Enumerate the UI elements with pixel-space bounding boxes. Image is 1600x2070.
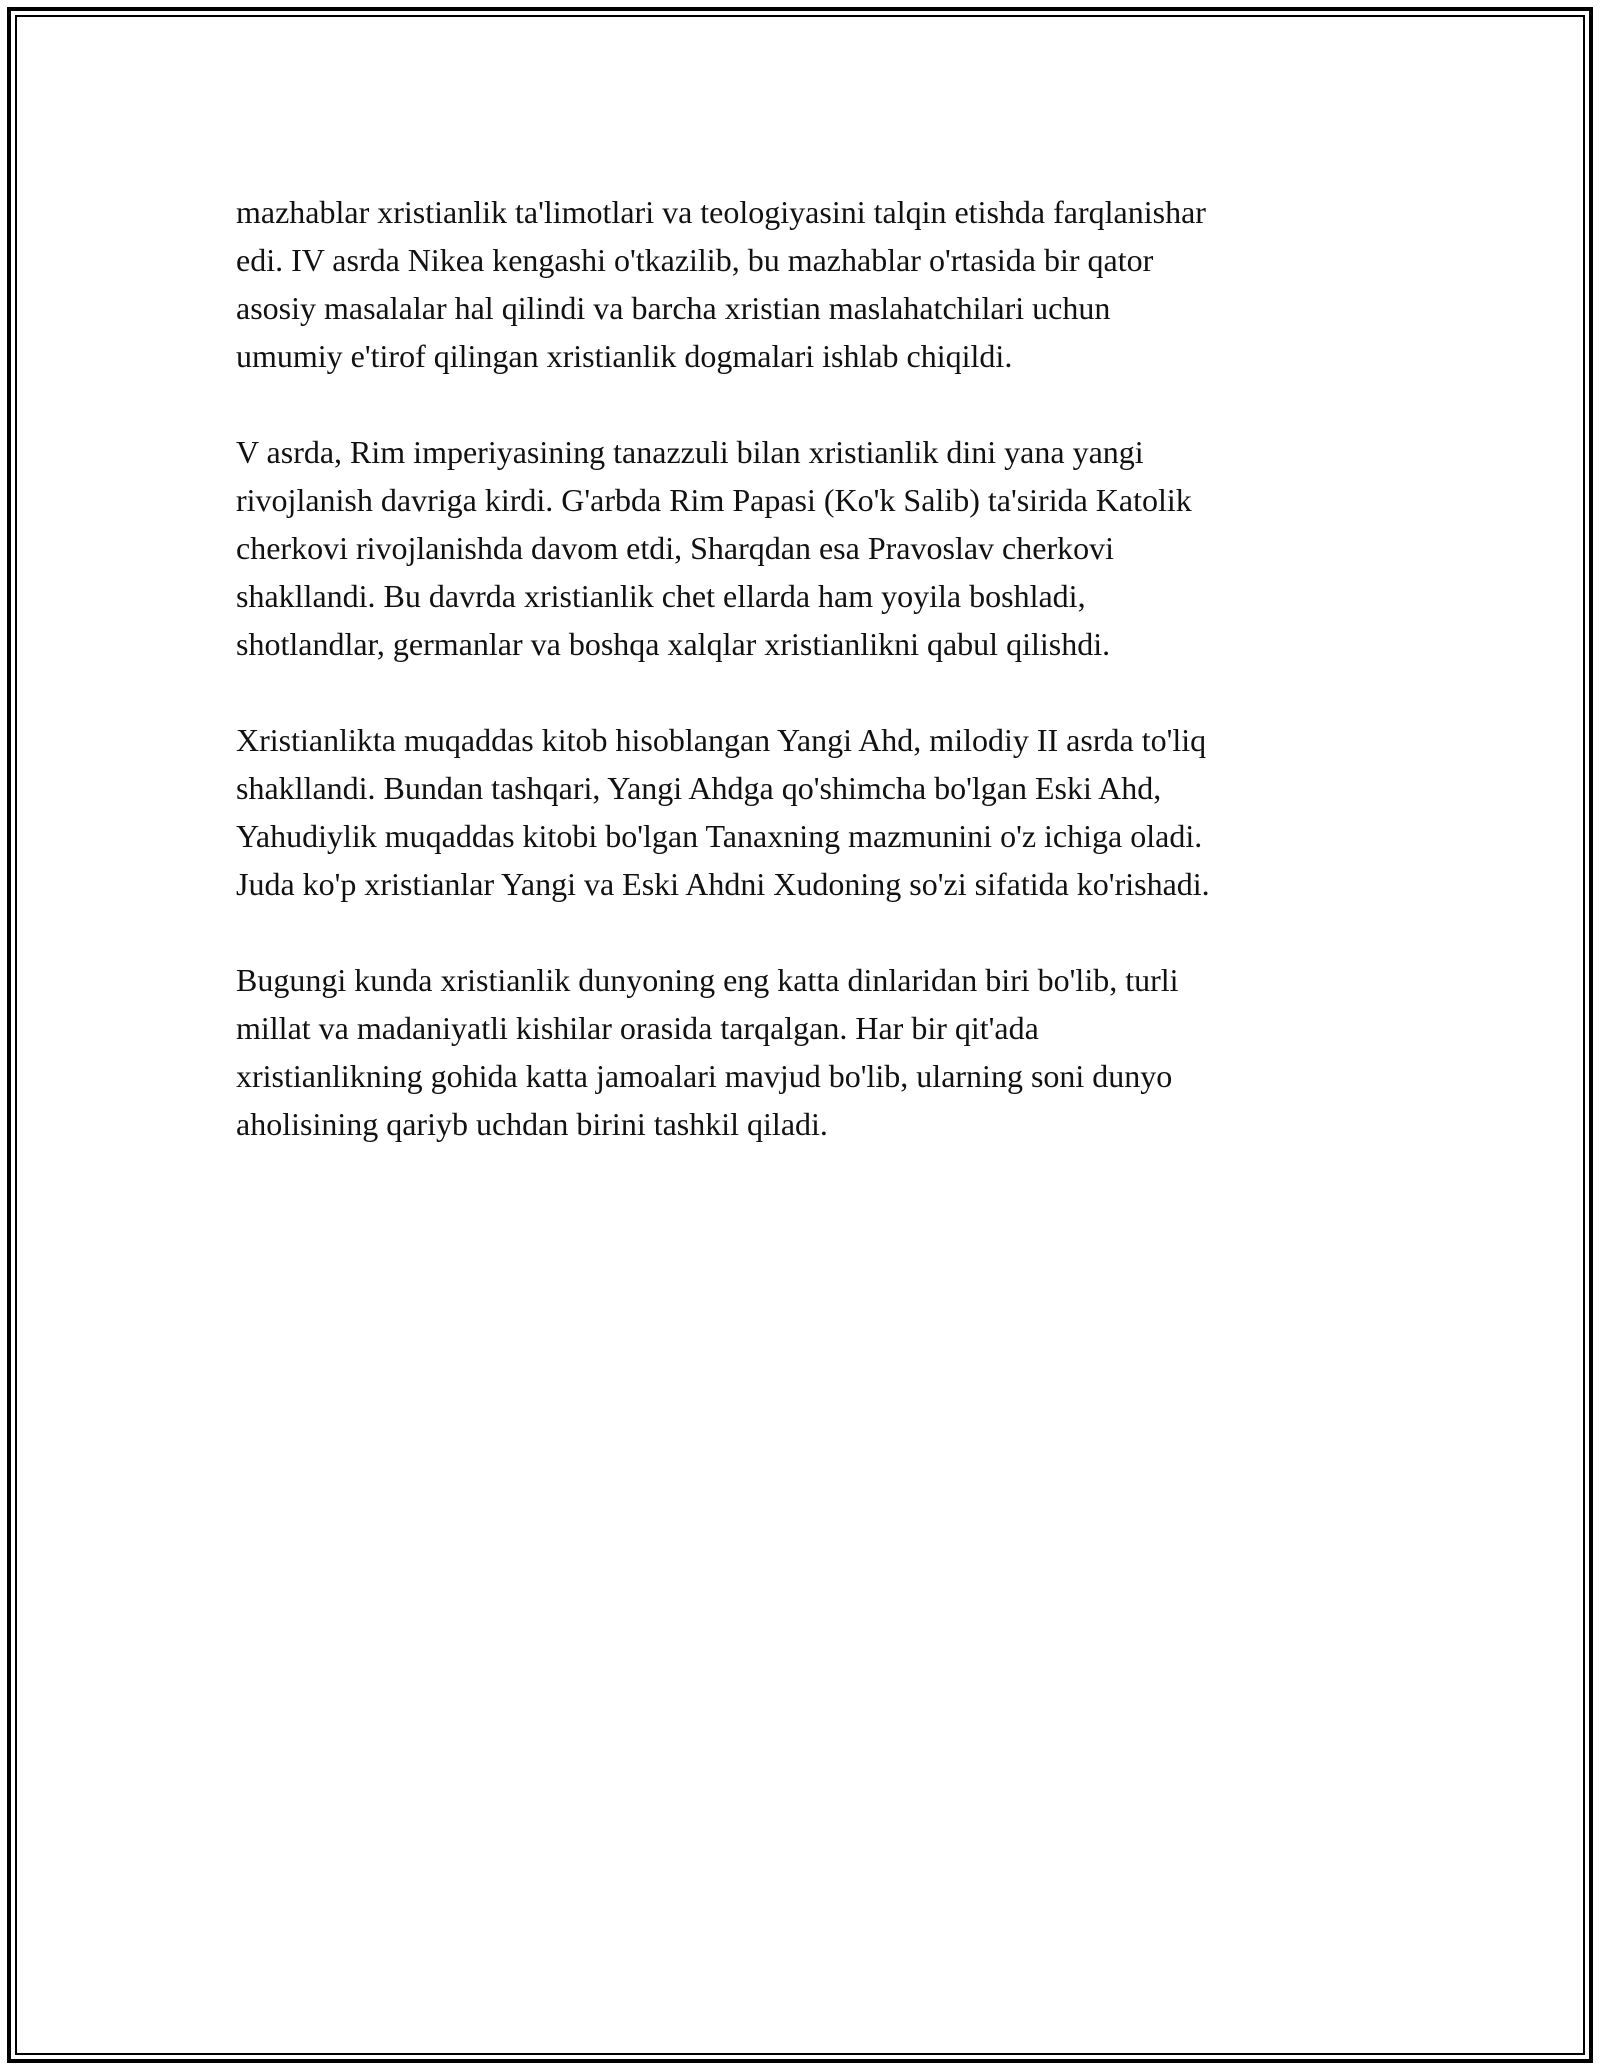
document-body <box>236 188 1416 1196</box>
text-line: edi. IV asrda Nikea kengashi o'tkazilib, bu mazhablar o'rtasida bir qator <box>236 242 1154 278</box>
text-line: V asrda, Rim imperiyasining tanazzuli bilan xristianlik dini yana yangi <box>236 434 1144 470</box>
text-line: shakllandi. Bundan tashqari, Yangi Ahdga qo'shimcha bo'lgan Eski Ahd, <box>236 770 1162 806</box>
text-line: shotlandlar, germanlar va boshqa xalqlar xristianlikni qabul qilishdi. <box>236 626 1111 662</box>
text-line: cherkovi rivojlanishda davom etdi, Sharqdan esa Pravoslav cherkovi <box>236 530 1114 566</box>
text-line: Xristianlikta muqaddas kitob hisoblangan Yangi Ahd, milodiy II asrda to'liq <box>236 722 1207 758</box>
paragraph-3 <box>236 716 1416 908</box>
text-line: xristianlikning gohida katta jamoalari mavjud bo'lib, ularning soni dunyo <box>236 1058 1173 1094</box>
paragraph-1 <box>236 188 1416 380</box>
paragraph-4 <box>236 956 1416 1148</box>
text-line: asosiy masalalar hal qilindi va barcha xristian maslahatchilari uchun <box>236 290 1111 326</box>
text-line: rivojlanish davriga kirdi. G'arbda Rim Papasi (Ko'k Salib) ta'sirida Katolik <box>236 482 1192 518</box>
text-line: millat va madaniyatli kishilar orasida tarqalgan. Har bir qit'ada <box>236 1010 1039 1046</box>
text-line: Juda ko'p xristianlar Yangi va Eski Ahdni Xudoning so'zi sifatida ko'rishadi. <box>236 866 1210 902</box>
paragraph-2 <box>236 428 1416 668</box>
text-line: mazhablar xristianlik ta'limotlari va teologiyasini talqin etishda farqlanishar <box>236 194 1206 230</box>
text-line: aholisining qariyb uchdan birini tashkil qiladi. <box>236 1106 828 1142</box>
text-line: umumiy e'tirof qilingan xristianlik dogmalari ishlab chiqildi. <box>236 338 1013 374</box>
text-line: shakllandi. Bu davrda xristianlik chet ellarda ham yoyila boshladi, <box>236 578 1086 614</box>
text-line: Yahudiylik muqaddas kitobi bo'lgan Tanaxning mazmunini o'z ichiga oladi. <box>236 818 1203 854</box>
text-line: Bugungi kunda xristianlik dunyoning eng katta dinlaridan biri bo'lib, turli <box>236 962 1179 998</box>
